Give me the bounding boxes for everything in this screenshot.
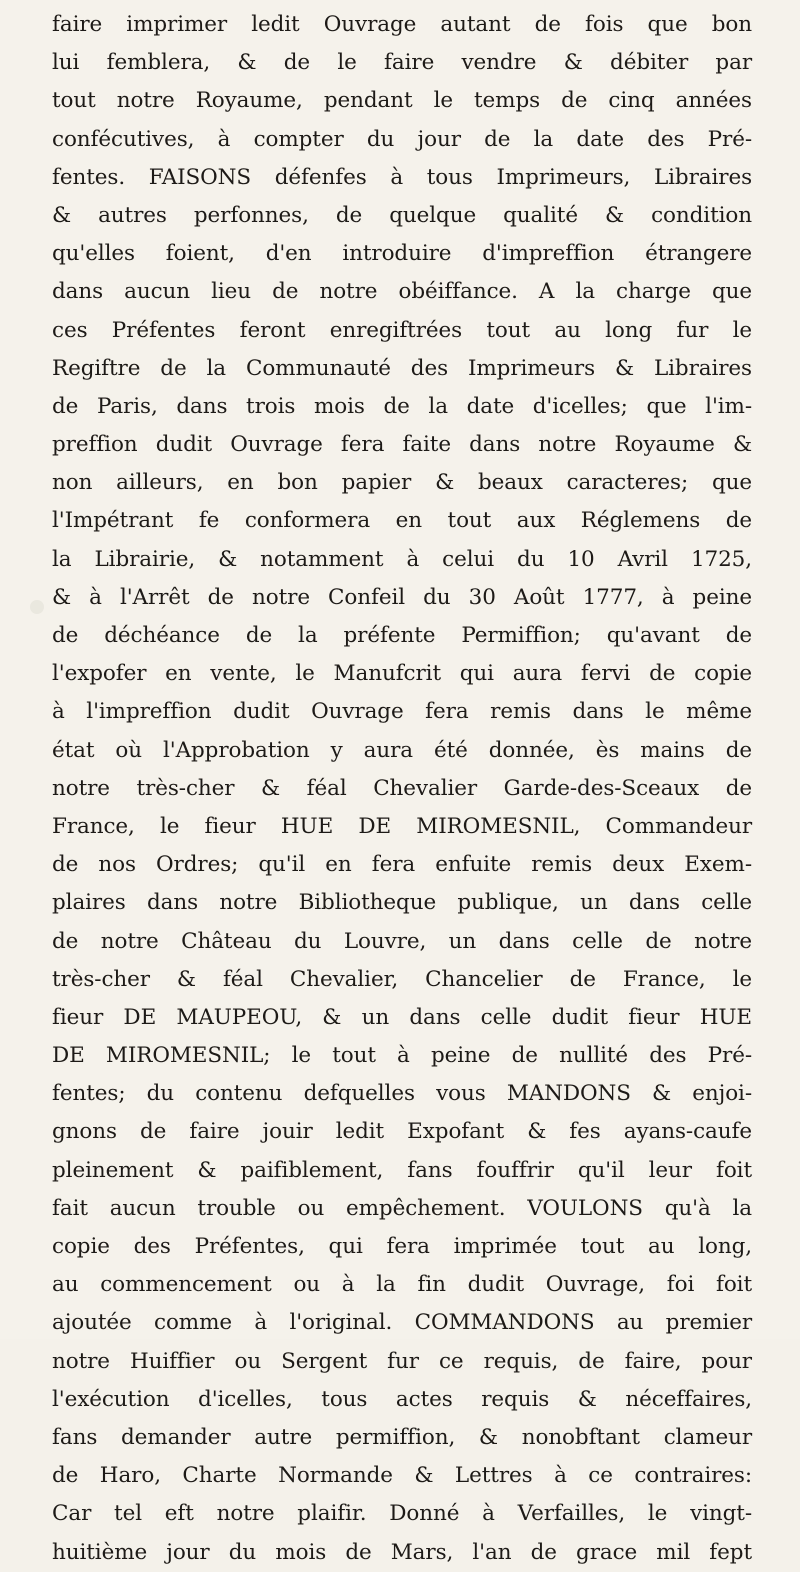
text-line: huitième jour du mois de Mars, l'an de grace mil fept xyxy=(52,1539,752,1565)
text-line: à l'impreffion dudit Ouvrage fera remis dans le même xyxy=(52,699,752,725)
text-line: Regiftre de la Communauté des Imprimeurs & Libraires xyxy=(52,355,752,381)
text-line: pleinement & paifiblement, fans fouffrir qu'il leur foit xyxy=(52,1157,752,1183)
document-text xyxy=(52,6,752,1572)
text-line: l'expofer en vente, le Manufcrit qui aura fervi de copie xyxy=(52,661,752,687)
text-line: très-cher & féal Chevalier, Chancelier de France, le xyxy=(52,966,752,992)
text-line: lui femblera, & de le faire vendre & débiter par xyxy=(52,50,752,76)
text-line: l'exécution d'icelles, tous actes requis & néceffaires, xyxy=(52,1386,752,1412)
text-line: de Paris, dans trois mois de la date d'icelles; que l'im- xyxy=(52,393,752,419)
text-line: au commencement ou à la fin dudit Ouvrage, foi foit xyxy=(52,1272,752,1298)
text-line: l'Impétrant fe conformera en tout aux Réglemens de xyxy=(52,508,752,534)
text-line: qu'elles foient, d'en introduire d'impreffion étrangere xyxy=(52,241,752,267)
text-line: plaires dans notre Bibliotheque publique, un dans celle xyxy=(52,890,752,916)
text-line: la Librairie, & notamment à celui du 10 Avril 1725, xyxy=(52,546,752,572)
text-line: & à l'Arrêt de notre Confeil du 30 Août 1777, à peine xyxy=(52,584,752,610)
text-line: de Haro, Charte Normande & Lettres à ce contraires: xyxy=(52,1463,752,1489)
text-line: DE MIROMESNIL; le tout à peine de nullité des Pré- xyxy=(52,1043,752,1069)
text-line: de notre Château du Louvre, un dans celle de notre xyxy=(52,928,752,954)
text-line: copie des Préfentes, qui fera imprimée tout au long, xyxy=(52,1234,752,1259)
text-line: non ailleurs, en bon papier & beaux caracteres; que xyxy=(52,470,752,496)
text-line: ces Préfentes feront enregiftrées tout au long fur le xyxy=(52,317,752,343)
text-line: dans aucun lieu de notre obéiffance. A la charge que xyxy=(52,279,752,305)
text-line: France, le fieur HUE DE MIROMESNIL, Commandeur xyxy=(52,813,752,839)
text-line: tout notre Royaume, pendant le temps de cinq années xyxy=(52,88,752,114)
text-line: fait aucun trouble ou empêchement. VOULONS qu'à la xyxy=(52,1195,752,1221)
text-line: fentes. FAISONS défenfes à tous Imprimeurs, Libraires xyxy=(52,164,752,190)
text-line: preffion dudit Ouvrage fera faite dans notre Royaume & xyxy=(52,432,752,458)
text-line: fieur DE MAUPEOU, & un dans celle dudit fieur HUE xyxy=(52,1004,752,1030)
text-line: notre très-cher & féal Chevalier Garde-des-Sceaux de xyxy=(52,775,752,801)
text-line: Car tel eft notre plaifir. Donné à Verfailles, le vingt- xyxy=(52,1501,752,1527)
text-line: fans demander autre permiffion, & nonobftant clameur xyxy=(52,1424,752,1450)
text-line: & autres perfonnes, de quelque qualité & condition xyxy=(52,202,752,228)
text-line: fentes; du contenu defquelles vous MANDONS & enjoi- xyxy=(52,1081,752,1107)
text-line: de nos Ordres; qu'il en fera enfuite remis deux Exem- xyxy=(52,852,752,878)
text-line: gnons de faire jouir ledit Expofant & fes ayans-caufe xyxy=(52,1119,752,1145)
text-line: ajoutée comme à l'original. COMMANDONS au premier xyxy=(52,1310,752,1336)
text-line: notre Huiffier ou Sergent fur ce requis, de faire, pour xyxy=(52,1348,752,1374)
paper-stain xyxy=(30,600,44,614)
text-line: confécutives, à compter du jour de la date des Pré- xyxy=(52,126,752,152)
text-line: état où l'Approbation y aura été donnée, ès mains de xyxy=(52,737,752,763)
text-line: de déchéance de la préfente Permiffion; qu'avant de xyxy=(52,623,752,648)
text-line: faire imprimer ledit Ouvrage autant de fois que bon xyxy=(52,12,752,37)
